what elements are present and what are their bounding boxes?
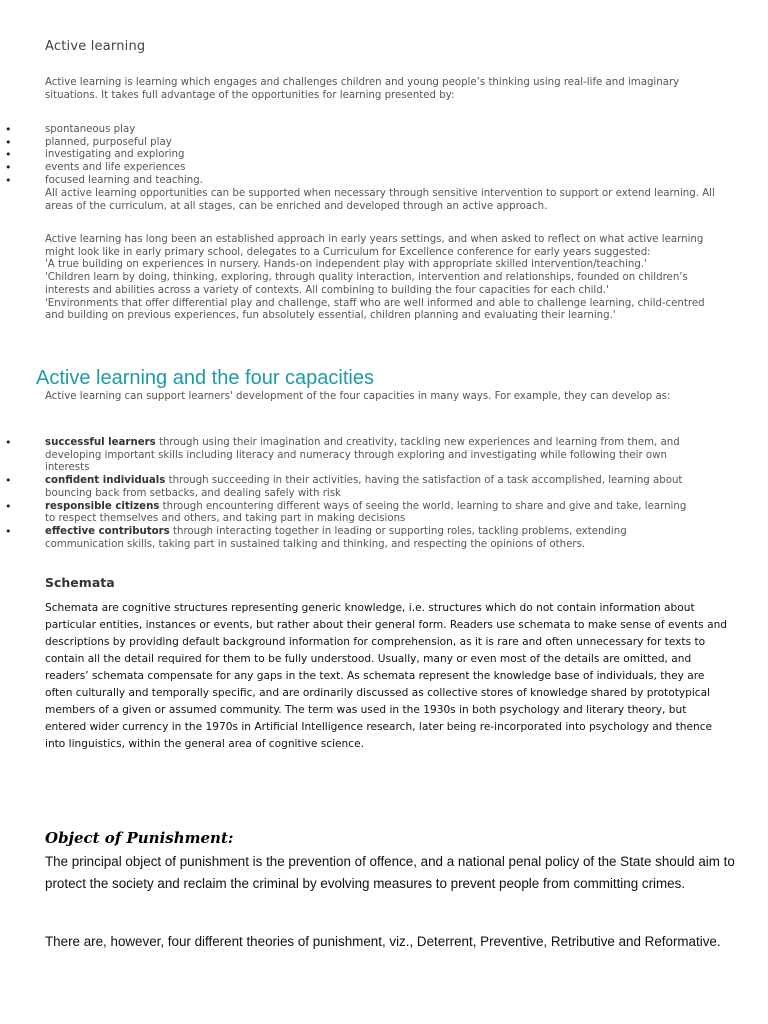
list-item (0, 526, 690, 551)
quote-3: 'Environments that offer differential play and challenge, staff who are well informed and able to challenge learning, child-centred and building on previous experiences, fun absolutely essential, children planning and evaluating their learning.' (45, 297, 705, 322)
active-learning-intro: Active learning is learning which engages and challenges children and young people’s thinking using real-life and imaginary situations. It takes full advantage of the opportunities for learning presented by: (45, 77, 680, 101)
bullet-icon: • (5, 173, 12, 187)
list-item: • planned, purposeful play (5, 135, 172, 149)
active-learning-support-paragraph: All active learning opportunities can be supported when necessary through sensitive intervention to support or extend learning. All areas of the curriculum, at all stages, can be enriched and developed through an active approach. (45, 188, 715, 212)
play-types-list (0, 124, 690, 188)
list-item: • spontaneous play (5, 123, 136, 136)
section-heading-object-of-punishment: Object of Punishment: (45, 829, 234, 847)
capacity-description: through succeeding in their activities, having the satisfaction of a task accomplished, learning about bouncing back from setbacks, and dealing safely with risk (45, 475, 683, 499)
list-item (0, 437, 690, 475)
four-capacities-intro: Active learning can support learners' development of the four capacities in many ways. For example, they can develop as: (45, 391, 671, 402)
bullet-icon: • (5, 161, 12, 175)
bullet-icon: • (5, 135, 12, 149)
schemata-paragraph: Schemata are cognitive structures representing generic knowledge, i.e. structures which do not contain information about particular entities, instances or events, but rather about their general form. Readers use schemata to make sense of events and descriptions by providing default background information for comprehension, as it is rare and often unnecessary for texts to contain all the detail required for them to be fully understood. Usually, many or even most of the details are omitted, and readers’ schemata compensate for any gaps in the text. As schemata represent the knowledge base of individuals, they are often culturally and temporally specific, and are ordinarily discussed as collective stores of knowledge shared by prototypical members of a given or assumed community. The term was used in the 1930s in both psychology and literary theory, but entered wider currency in the 1970s in Artificial Intelligence research, later being re-incorporated into psychology and thence into linguistics, within the general area of cognitive science. (45, 602, 728, 750)
section-heading-schemata: Schemata (45, 575, 115, 590)
punishment-paragraph-1: The principal object of punishment is the prevention of offence, and a national penal policy of the State should aim to protect the society and reclaim the criminal by evolving measures to prevent people from committing crimes. (45, 854, 735, 891)
capacities-list (0, 437, 690, 551)
bullet-icon: • (5, 474, 12, 488)
bullet-icon: • (5, 123, 12, 136)
capacity-description: through interacting together in leading or supporting roles, tackling problems, extending communication skills, taking part in sustained talking and thinking, and respecting the opinions of others. (45, 525, 627, 550)
quote-1: 'A true building on experiences in nursery. Hands-on independent play with appropriate skilled intervention/teaching.' (45, 259, 647, 271)
capacity-term: responsible citizens (45, 500, 160, 512)
bullet-icon: • (5, 524, 12, 538)
capacity-description: through encountering different ways of seeing the world, learning to share and give and take, learning to respect themselves and others, and taking part in making decisions (45, 500, 687, 525)
capacity-description: through using their imagination and creativity, tackling new experiences and learning from them, and developing important skills including literacy and numeracy through exploring and investigating while following their own interests (45, 437, 680, 474)
capacity-term: successful learners (45, 437, 156, 448)
capacity-term: effective contributors (45, 525, 170, 537)
list-item: • focused learning and teaching. (5, 173, 203, 187)
bullet-icon: • (5, 499, 12, 513)
early-years-paragraph: Active learning has long been an established approach in early years settings, and when asked to reflect on what active learning might look like in early primary school, delegates to a Curriculum for Excellence conference for early years suggested: (45, 234, 704, 258)
list-item: • investigating and exploring (5, 148, 185, 162)
capacity-term: confident individuals (45, 475, 166, 487)
punishment-paragraph-2: There are, however, four different theories of punishment, viz., Deterrent, Preventive, Retributive and Reformative. (45, 934, 721, 949)
bullet-icon: • (5, 436, 12, 449)
list-item: • events and life experiences (5, 161, 186, 175)
section-heading-four-capacities: Active learning and the four capacities (36, 367, 374, 389)
quote-2: 'Children learn by doing, thinking, exploring, through quality interaction, intervention and relationships, founded on children’s interests and abilities across a variety of contexts. All combining to building the four capacities for each child.' (45, 272, 688, 296)
bullet-icon: • (5, 148, 12, 162)
section-heading-active-learning: Active learning (45, 39, 146, 54)
list-item (0, 501, 690, 526)
early-years-block (45, 234, 725, 323)
list-item (0, 475, 690, 500)
